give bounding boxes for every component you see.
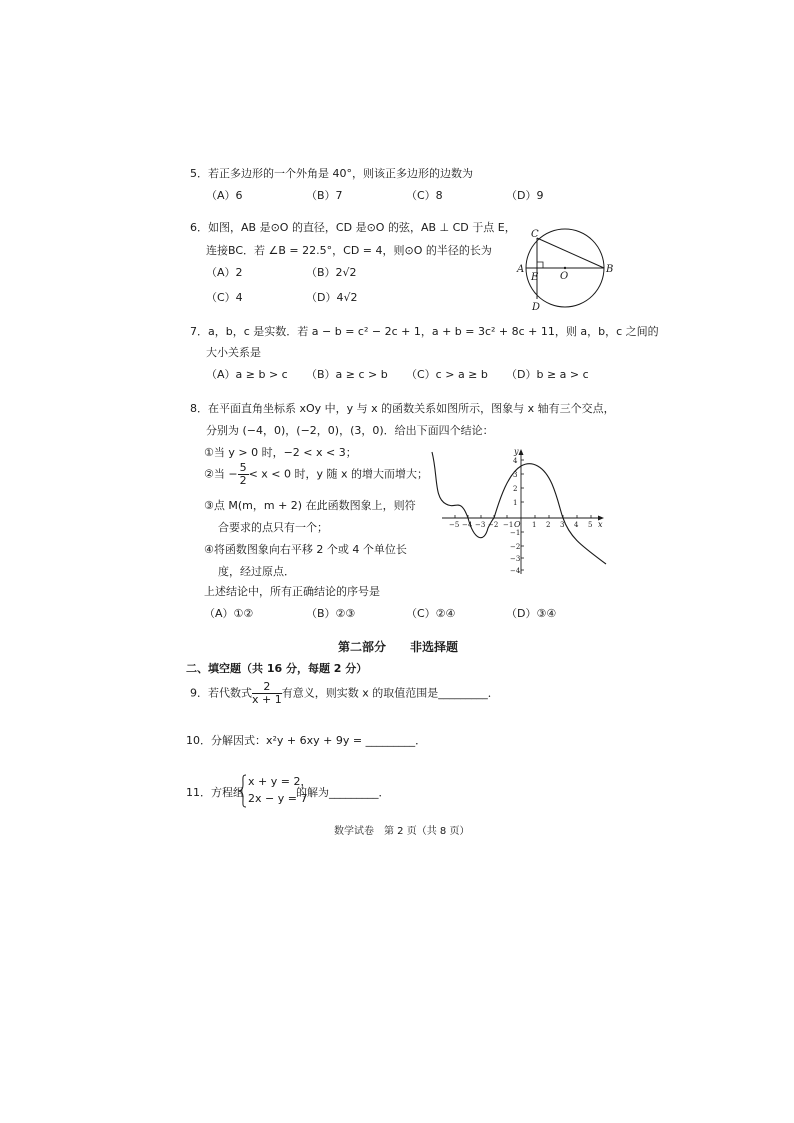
q7-stem-line2: 大小关系是 bbox=[206, 346, 261, 359]
q6-option-a: （A）2 bbox=[206, 266, 243, 279]
x-tick-label: 4 bbox=[574, 521, 579, 529]
q8-c2-numerator: 5 bbox=[239, 461, 247, 474]
q6-stem-line2: 连接BC．若 ∠B = 22.5°，CD = 4，则⊙O 的半径的长为 bbox=[206, 244, 492, 257]
q6-option-b: （B）2√2 bbox=[306, 266, 357, 279]
q7-option-c: （C）c > a ≥ b bbox=[406, 368, 488, 381]
q8-c2-suffix: < x < 0 时，y 随 x 的增大而增大； bbox=[248, 467, 429, 481]
q8-c2-denominator: 2 bbox=[239, 474, 247, 487]
q8-option-c: （C）②④ bbox=[406, 607, 456, 620]
q8-conclusion-3a: ③点 M(m，m + 2) 在此函数图象上，则符 bbox=[204, 499, 416, 512]
y-tick-label: 2 bbox=[513, 485, 518, 493]
page-footer: 数学试卷 第 2 页（共 8 页） bbox=[334, 826, 470, 837]
section-heading: 二、填空题（共 16 分，每题 2 分） bbox=[186, 662, 368, 675]
q9-stem bbox=[190, 681, 499, 706]
q8-stem-line2: 分别为 (−4，0)，(−2，0)，(3，0)．给出下面四个结论： bbox=[206, 424, 494, 437]
x-tick-label: 5 bbox=[588, 521, 593, 529]
x-tick-label: −1 bbox=[503, 521, 514, 529]
q5-stem: 5．若正多边形的一个外角是 40°，则该正多边形的边数为 bbox=[190, 167, 473, 180]
q8-stem-line1: 8．在平面直角坐标系 xOy 中，y 与 x 的函数关系如图所示，图象与 x 轴有三个交点， bbox=[190, 402, 615, 415]
label-o: O bbox=[560, 271, 569, 282]
q9-numerator: 2 bbox=[252, 681, 282, 694]
label-b: B bbox=[606, 264, 614, 275]
x-tick-label: −4 bbox=[462, 521, 473, 529]
q11-suffix: 的解为_________． bbox=[296, 786, 390, 799]
x-tick-label: 3 bbox=[560, 521, 565, 529]
q11-prefix: 11．方程组 bbox=[186, 786, 244, 799]
center-point bbox=[564, 267, 566, 269]
y-tick-label: 4 bbox=[513, 457, 518, 465]
x-axis-label: x bbox=[598, 520, 603, 529]
q9-fraction bbox=[252, 681, 282, 706]
x-tick-label: −3 bbox=[475, 521, 486, 529]
y-tick-label: −2 bbox=[510, 543, 521, 551]
y-tick-label: −4 bbox=[510, 567, 521, 575]
q9-suffix: 有意义，则实数 x 的取值范围是_________． bbox=[281, 686, 499, 700]
q8-conclusion-4a: ④将函数图象向右平移 2 个或 4 个单位长 bbox=[204, 543, 407, 556]
q5-option-a: （A）6 bbox=[206, 189, 243, 202]
q8-conclusion-3b: 合要求的点只有一个； bbox=[218, 521, 328, 534]
q5-option-d: （D）9 bbox=[506, 189, 544, 202]
q8-function-graph bbox=[428, 446, 610, 576]
y-tick-label: 3 bbox=[513, 471, 518, 479]
y-axis-arrow bbox=[519, 449, 524, 455]
q11-equation-1: x + y = 2， bbox=[248, 775, 312, 788]
label-a: A bbox=[517, 264, 525, 275]
q6-option-c: （C）4 bbox=[206, 291, 243, 304]
q8-option-a: （A）①② bbox=[204, 607, 254, 620]
q6-circle-figure bbox=[515, 222, 621, 312]
q7-option-d: （D）b ≥ a > c bbox=[506, 368, 589, 381]
q11-brace bbox=[238, 774, 248, 808]
x-tick-label: 2 bbox=[546, 521, 551, 529]
origin-label: O bbox=[514, 520, 521, 529]
q8-conclusion-4b: 度，经过原点． bbox=[218, 565, 295, 578]
q8-summary: 上述结论中，所有正确结论的序号是 bbox=[204, 585, 380, 598]
q9-prefix: 9．若代数式 bbox=[190, 686, 252, 700]
q8-c2-fraction bbox=[238, 462, 249, 487]
label-e: E bbox=[531, 272, 539, 283]
tick-marks bbox=[455, 460, 591, 570]
q6-stem-line1: 6．如图，AB 是⊙O 的直径，CD 是⊙O 的弦，AB ⊥ CD 于点 E， bbox=[190, 221, 516, 234]
part2-heading: 第二部分 非选择题 bbox=[338, 640, 459, 654]
y-axis-label: y bbox=[514, 447, 519, 456]
x-tick-label: 1 bbox=[532, 521, 537, 529]
q9-denominator: x + 1 bbox=[252, 693, 282, 706]
label-c: C bbox=[531, 229, 539, 240]
q8-option-d: （D）③④ bbox=[506, 607, 557, 620]
y-tick-label: −1 bbox=[510, 529, 521, 537]
q8-c2-prefix: ②当 − bbox=[204, 467, 238, 481]
q8-option-b: （B）②③ bbox=[306, 607, 356, 620]
y-tick-label: −3 bbox=[510, 555, 521, 563]
q11-equation-2: 2x − y = 7 bbox=[248, 792, 308, 805]
x-tick-label: −5 bbox=[449, 521, 460, 529]
q8-conclusion-2 bbox=[204, 462, 428, 487]
q7-option-a: （A）a ≥ b > c bbox=[206, 368, 288, 381]
q5-option-b: （B）7 bbox=[306, 189, 343, 202]
q5-option-c: （C）8 bbox=[406, 189, 443, 202]
label-d: D bbox=[532, 302, 541, 312]
q7-stem-line1: 7．a，b，c 是实数．若 a − b = c² − 2c + 1，a + b = 3c² + 8c + 11，则 a，b，c 之间的 bbox=[190, 325, 659, 338]
q6-option-d: （D）4√2 bbox=[306, 291, 358, 304]
q8-conclusion-1: ①当 y > 0 时，−2 < x < 3； bbox=[204, 446, 357, 459]
y-tick-label: 1 bbox=[513, 499, 518, 507]
q7-option-b: （B）a ≥ c > b bbox=[306, 368, 388, 381]
q10-stem: 10．分解因式：x²y + 6xy + 9y = _________． bbox=[186, 734, 427, 747]
x-tick-label: −2 bbox=[488, 521, 499, 529]
right-angle-mark bbox=[537, 262, 543, 268]
